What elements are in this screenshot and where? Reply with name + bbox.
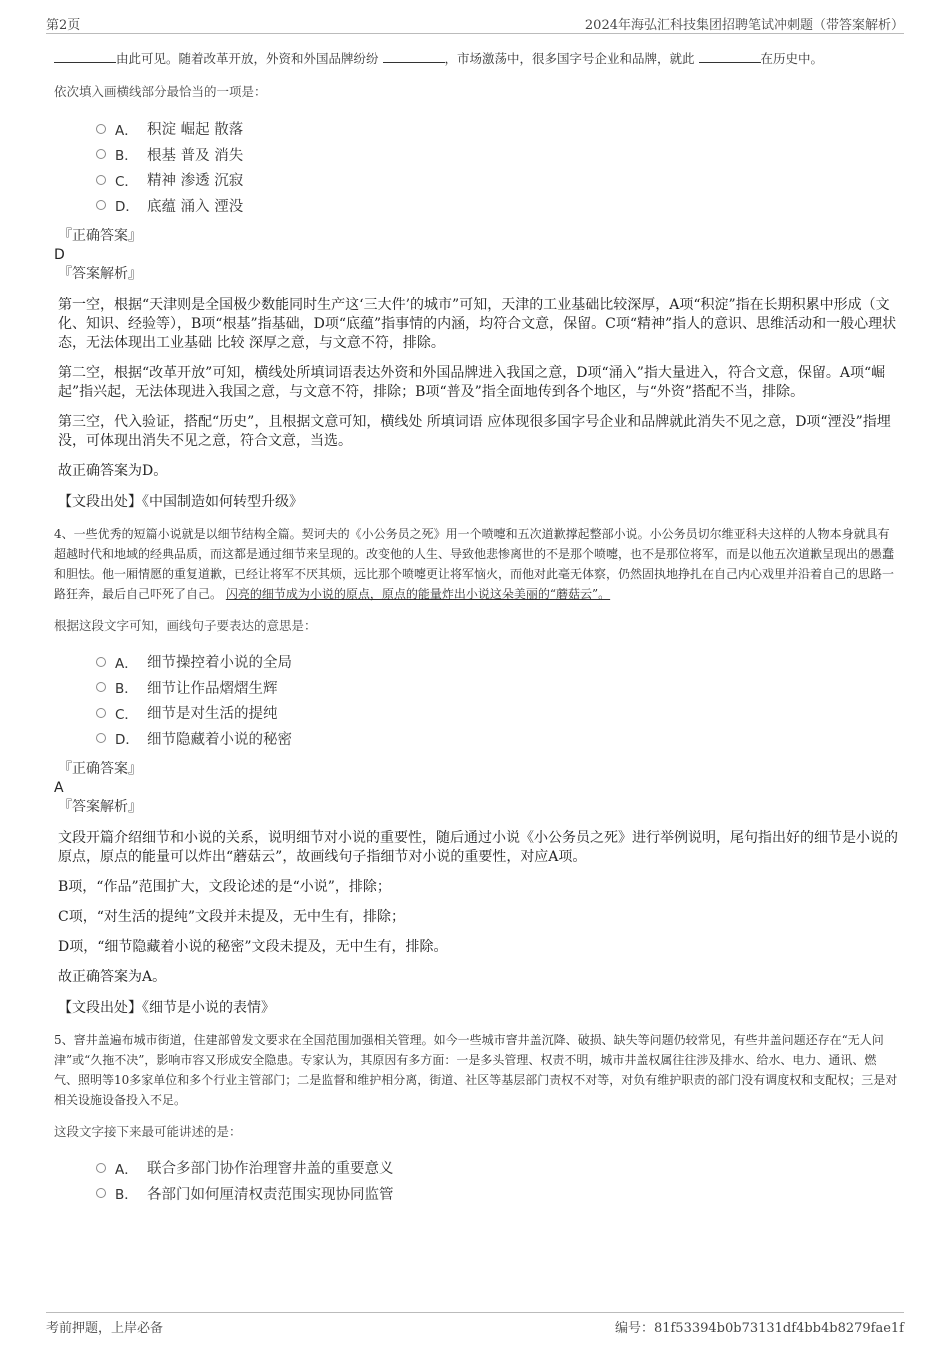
option-d[interactable] [96, 193, 900, 219]
question-5-prompt: 这段文字接下来最可能讲述的是： [54, 1124, 242, 1139]
lead-text: 在历史中。 [760, 51, 824, 66]
option-b[interactable] [96, 1181, 900, 1207]
fill-blank [699, 49, 761, 63]
option-letter: B． [115, 681, 138, 698]
analysis-conclusion: 故正确答案为A。 [58, 969, 167, 985]
option-letter: C． [115, 706, 138, 723]
option-letter: B． [115, 1187, 138, 1204]
option-text: 细节操控着小说的全局 [147, 655, 292, 672]
radio-icon[interactable] [96, 733, 106, 743]
analysis-label: 『答案解析』 [58, 799, 142, 815]
analysis-paragraph: 第二空，根据“改革开放”可知，横线处所填词语表达外资和外国品牌进入我国之意，D项“涌入”指大量进入，符合文意，保留。A项“崛起”指兴起，无法体现进入我国之意，与文意不符，排除；B项“普及”指全面地传到各个地区，与“外资”搭配不当，排除。 [58, 365, 886, 400]
radio-icon[interactable] [96, 200, 106, 210]
option-text: 细节是对生活的提纯 [147, 706, 278, 723]
analysis-paragraph: D项，“细节隐藏着小说的秘密”文段未提及，无中生有，排除。 [58, 939, 448, 955]
option-a[interactable] [96, 116, 900, 142]
analysis-paragraph: 文段开篇介绍细节和小说的关系，说明细节对小说的重要性，随后通过小说《小公务员之死》进行举例说明，尾句指出好的细节是小说的原点，原点的能量可以炸出“蘑菇云”，故画线句子指细节对小说的重要性，对应A项。 [58, 830, 898, 865]
option-b[interactable] [96, 675, 900, 701]
question-5-stem: 5、窨井盖遍布城市街道，住建部曾发文要求在全国范围加强相关管理。如今一些城市窨井盖沉降、破损、缺失等问题仍较常见，有些井盖问题还存在“无人问津”或“久拖不决”，影响市容又形成安全隐患。专家认为，其原因有多方面：一是多头管理、权责不明，城市井盖权属往往涉及排水、给水、电力、通讯、燃气、照明等10多家单位和多个行业主管部门；二是监督和维护相分离，街道、社区等基层部门责权不对等，对负有维护职责的部门没有调度权和支配权；三是对相关设施设备投入不足。 [54, 1033, 898, 1107]
option-text: 根基 普及 消失 [147, 147, 244, 164]
option-letter: D． [115, 732, 139, 749]
option-letter: B． [115, 148, 138, 165]
answer-value: A [54, 780, 64, 796]
question-4-options [54, 649, 900, 751]
answer-label: 『正确答案』 [58, 761, 142, 777]
option-text: 细节隐藏着小说的秘密 [147, 731, 292, 748]
lead-text: ，市场激荡中，很多国字号企业和品牌，就此 [444, 51, 695, 66]
option-a[interactable] [96, 649, 900, 675]
document-title: 2024年海弘汇科技集团招聘笔试冲刺题（带答案解析） [584, 18, 904, 33]
option-a[interactable] [96, 1155, 900, 1181]
question-4-stem [54, 524, 900, 604]
option-c[interactable] [96, 167, 900, 193]
analysis-paragraph: 第三空，代入验证，搭配“历史”，且根据文意可知，横线处 所填词语 应体现很多国字号企业和品牌就此消失不见之意，D项“湮没”指埋没，可体现出消失不见之意，符合文意，当选。 [58, 414, 891, 449]
radio-icon[interactable] [96, 708, 106, 718]
answer-value: D [54, 247, 65, 263]
analysis-paragraph: 第一空，根据“天津则是全国极少数能同时生产这‘三大件’的城市”可知，天津的工业基础比较深厚，A项“积淀”指在长期积累中形成（文化、知识、经验等），B项“根基”指基础，D项“底蕴”指事情的内涵，均符合文意，保留。C项“精神”指人的意识、思维活动和一般心理状态，无法体现出工业基础 比较 深厚之意，与文意不符，排除。 [58, 297, 897, 351]
document-id: 编号：81f53394b0b73131df4bb4b8279fae1f [614, 1321, 904, 1336]
page-header [46, 14, 904, 34]
answer-label: 『正确答案』 [58, 228, 142, 244]
option-text: 联合多部门协作治理窨井盖的重要意义 [147, 1161, 394, 1178]
question-5-options [54, 1155, 900, 1206]
radio-icon[interactable] [96, 657, 106, 667]
option-text: 各部门如何厘清权责范围实现协同监管 [147, 1186, 394, 1203]
footer-slogan: 考前押题，上岸必备 [46, 1321, 164, 1336]
radio-icon[interactable] [96, 149, 106, 159]
radio-icon[interactable] [96, 682, 106, 692]
radio-icon[interactable] [96, 1163, 106, 1173]
question-4-prompt: 根据这段文字可知，画线句子要表达的意思是： [54, 618, 317, 633]
fill-blank [383, 49, 445, 63]
page-number: 第2页 [46, 18, 81, 33]
option-text: 精神 渗透 沉寂 [147, 173, 244, 190]
option-text: 细节让作品熠熠生辉 [147, 680, 278, 697]
fill-blank [54, 49, 116, 63]
option-c[interactable] [96, 700, 900, 726]
lead-text: 由此可见。随着改革开放，外资和外国品牌纷纷 [116, 51, 379, 66]
document-body [54, 48, 900, 1206]
source-citation: 【文段出处】《细节是小说的表情》 [58, 1000, 275, 1016]
option-text: 底蕴 涌入 湮没 [147, 198, 244, 215]
radio-icon[interactable] [96, 175, 106, 185]
option-b[interactable] [96, 142, 900, 168]
analysis-label: 『答案解析』 [58, 266, 142, 282]
question-text: 4、一些优秀的短篇小说就是以细节结构全篇。契诃夫的《小公务员之死》用一个喷嚏和五次道歉撑起整部小说。小公务员切尔维亚科夫这样的人物本身就具有超越时代和地域的经典品质，而这都是通过细节来呈现的。改变他的人生、导致他悲惨离世的不是那个喷嚏，也不是那位将军，而是以他五次道歉呈现出的愚蠢和胆怯。他一厢情愿的重复道歉，已经让将军不厌其烦，远比那个喷嚏更让将军恼火，而他对此毫无体察，仍然固执地挣扎在自己内心戏里并沿着自己的思路一路狂奔，最后自己吓死了自己。 [54, 527, 895, 601]
source-citation: 【文段出处】《中国制造如何转型升级》 [58, 494, 303, 510]
option-d[interactable] [96, 726, 900, 752]
option-letter: A． [115, 1161, 138, 1178]
option-letter: D． [115, 199, 139, 216]
analysis-conclusion: 故正确答案为D。 [58, 463, 168, 479]
option-letter: A． [115, 122, 138, 139]
analysis-paragraph: C项，“对生活的提纯”文段并未提及，无中生有，排除； [58, 909, 406, 925]
page-footer [46, 1312, 904, 1334]
option-letter: A． [115, 655, 138, 672]
radio-icon[interactable] [96, 124, 106, 134]
analysis-paragraph: B项，“作品”范围扩大，文段论述的是“小说”，排除； [58, 879, 391, 895]
option-text: 积淀 崛起 散落 [147, 122, 244, 139]
question-3-lead [54, 48, 900, 70]
radio-icon[interactable] [96, 1188, 106, 1198]
option-letter: C． [115, 173, 138, 190]
question-3-prompt: 依次填入画横线部分最恰当的一项是： [54, 84, 267, 99]
underlined-sentence: 闪亮的细节成为小说的原点，原点的能量炸出小说这朵美丽的“蘑菇云”。 [225, 587, 611, 601]
question-3-options [54, 116, 900, 218]
